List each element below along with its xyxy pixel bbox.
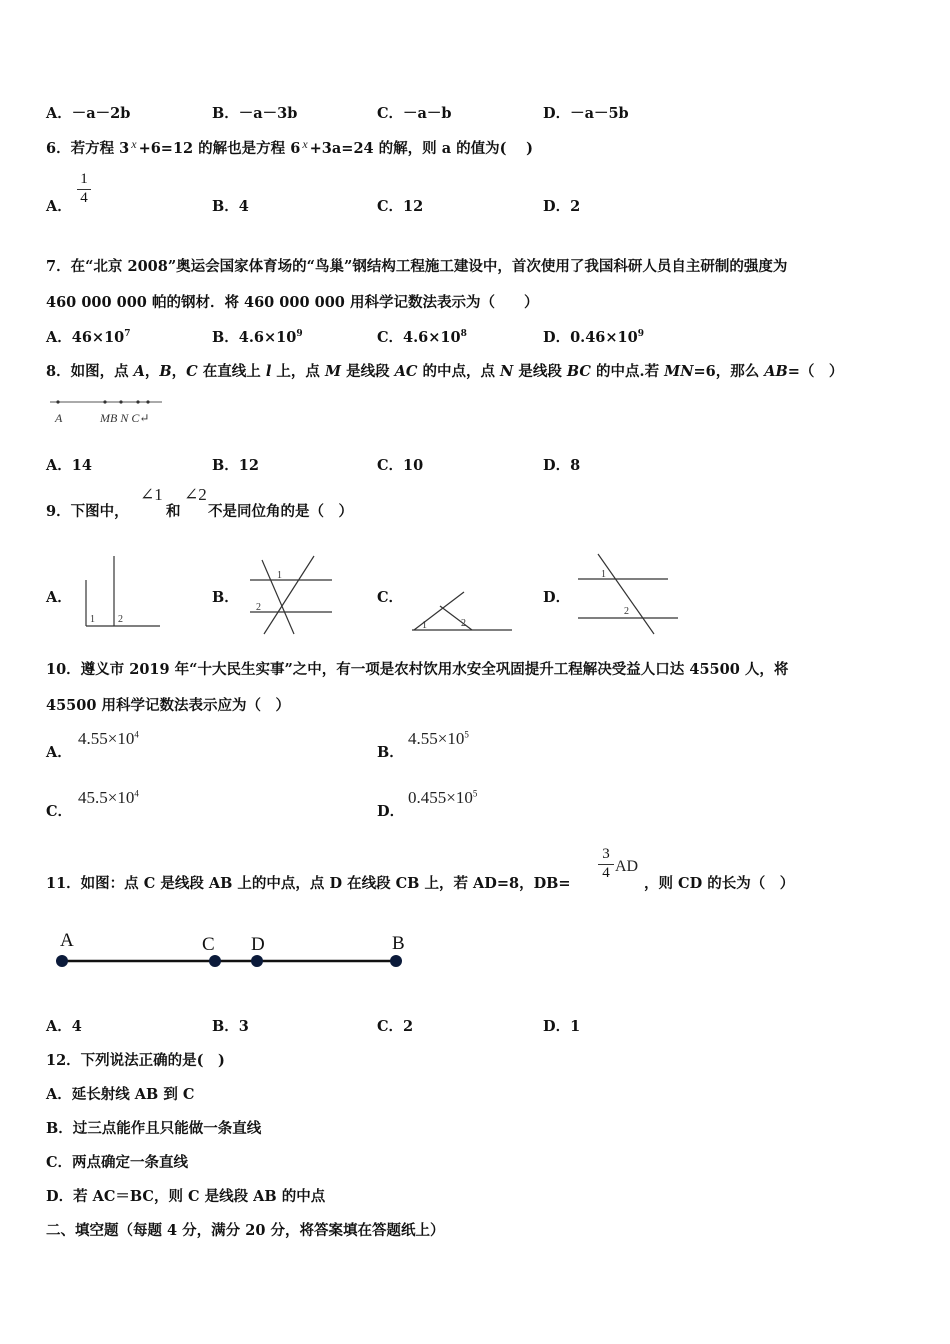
q8-option-d: D．8 <box>543 457 581 474</box>
q7-stem-line2: 460 000 000 帕的钢材．将 460 000 000 用科学记数法表示为（ ） <box>46 294 539 311</box>
point-c <box>209 955 221 967</box>
q10-option-d-label: D． <box>377 803 405 820</box>
q12-option-b: B．过三点能作且只能做一条直线 <box>46 1120 262 1137</box>
label-b: B <box>392 933 405 954</box>
q11-option-d: D．1 <box>543 1018 581 1035</box>
q9-option-a-label: A． <box>46 589 72 606</box>
point-b <box>119 400 122 403</box>
point-b <box>390 955 402 967</box>
q6-option-d: D．2 <box>543 198 581 215</box>
label-mbnc: MB N C↵ <box>100 411 150 425</box>
q11-stem-pre: 11．如图：点 C 是线段 AB 上的中点，点 D 在线段 CB 上，若 AD=8，DB= <box>46 875 571 892</box>
q7-option-c: C．$4.6\times 10^8$ <box>377 329 467 346</box>
label-a: A <box>55 411 63 425</box>
point-a <box>56 955 68 967</box>
q6-option-a-label: A． <box>46 198 72 215</box>
q10-stem-line2: 45500 用科学记数法表示应为（ ） <box>46 697 290 714</box>
q5-option-b: B．－a－3b <box>212 105 298 122</box>
q8-option-a: A．14 <box>46 457 92 474</box>
q8-option-b: B．12 <box>212 457 259 474</box>
q7-stem-line1: 7．在“北京 2008”奥运会国家体育场的“鸟巢”钢结构工程施工建设中，首次使用了我国科研人员自主研制的强度为 <box>46 258 788 275</box>
point-m <box>103 400 106 403</box>
q9-figure-a <box>80 550 162 630</box>
q7-option-b: B．$4.6\times 10^9$ <box>212 329 303 346</box>
q5-option-a: A．－a－2b <box>46 105 131 122</box>
q5-option-d: D．－a－5b <box>543 105 629 122</box>
q9-angle2: ∠2 <box>184 485 207 504</box>
q12-option-a: A．延长射线 AB 到 C <box>46 1086 195 1103</box>
q9d-label-2: 2 <box>624 606 629 617</box>
label-c: C <box>202 934 215 955</box>
q9-figure-d <box>574 550 680 638</box>
q9c-label-1: 1 <box>422 620 427 631</box>
q8-stem: 8．如图，点 A，B，C 在直线上 l 上，点 M 是线段 AC 的中点，点 N 是线段 BC 的中点.若 MN=6，那么 AB=（ ） <box>46 363 844 380</box>
section-2-heading: 二、填空题（每题 4 分，满分 20 分，将答案填在答题纸上） <box>46 1222 445 1239</box>
q12-option-d: D．若 AC＝BC，则 C 是线段 AB 的中点 <box>46 1188 326 1205</box>
q9a-label-1: 1 <box>90 614 95 625</box>
q9-option-d-label: D． <box>543 589 571 606</box>
q10-option-b-value: $4.55\times 10^5$ <box>408 729 469 748</box>
q9-figure-b <box>246 552 336 636</box>
q11-ad: AD <box>615 858 639 875</box>
q5-option-c: C．－a－b <box>377 105 452 122</box>
q11-stem-post: ，则 CD 的长为（ ） <box>644 875 795 892</box>
q9a-label-2: 2 <box>118 614 123 625</box>
q6-option-c: C．12 <box>377 198 424 215</box>
q9-figure-c <box>408 588 516 634</box>
q9b-label-2: 2 <box>256 602 261 613</box>
q10-option-c-label: C． <box>46 803 73 820</box>
q12-stem: 12．下列说法正确的是( ) <box>46 1052 225 1069</box>
q9-stem-pre: 9．下图中， <box>46 503 129 520</box>
point-n <box>136 400 139 403</box>
q7-option-d: D．$0.46\times 10^9$ <box>543 329 644 346</box>
q9b-label-1: 1 <box>277 570 282 581</box>
label-d: D <box>251 934 265 955</box>
q7-option-a: A．$46\times 10^7$ <box>46 329 131 346</box>
point-a <box>56 400 59 403</box>
q11-option-c: C．2 <box>377 1018 414 1035</box>
q12-option-c: C．两点确定一条直线 <box>46 1154 189 1171</box>
q6-option-a-fraction: $\frac{1}{4}$ <box>77 171 91 207</box>
q10-option-a-value: $4.55\times 10^4$ <box>78 729 139 748</box>
q9d-label-1: 1 <box>601 569 606 580</box>
q8-option-c: C．10 <box>377 457 424 474</box>
q10-option-d-value: $0.455\times 10^5$ <box>408 788 478 807</box>
q9-option-b-label: B． <box>212 589 239 606</box>
q11-figure-segment <box>50 926 412 974</box>
q11-fraction: $\frac{3}{4}$ <box>598 846 614 882</box>
point-c <box>146 400 149 403</box>
q10-stem-line1: 10．遵义市 2019 年“十大民生实事”之中，有一项是农村饮用水安全巩固提升工程解决受益人口达 45500 人，将 <box>46 661 789 678</box>
q11-option-a: A．4 <box>46 1018 82 1035</box>
q9-stem-post: 不是同位角的是（ ） <box>208 503 353 520</box>
point-d <box>251 955 263 967</box>
label-a: A <box>60 930 74 951</box>
q8-figure-line <box>50 396 170 430</box>
q6-option-b: B．4 <box>212 198 249 215</box>
q10-option-c-value: $45.5\times 10^4$ <box>78 788 139 807</box>
q9c-label-2: 2 <box>461 618 466 629</box>
q9-option-c-label: C． <box>377 589 404 606</box>
q9-angle1: ∠1 <box>140 485 163 504</box>
q6-stem: 6．若方程 3 $^x$ +6=12 的解也是方程 6 $^x$ +3a=24 的解，则 a 的值为( ) <box>46 137 533 157</box>
q11-option-b: B．3 <box>212 1018 249 1035</box>
q9-stem-mid: 和 <box>166 503 181 520</box>
q10-option-b-label: B． <box>377 744 404 761</box>
q10-option-a-label: A． <box>46 744 72 761</box>
